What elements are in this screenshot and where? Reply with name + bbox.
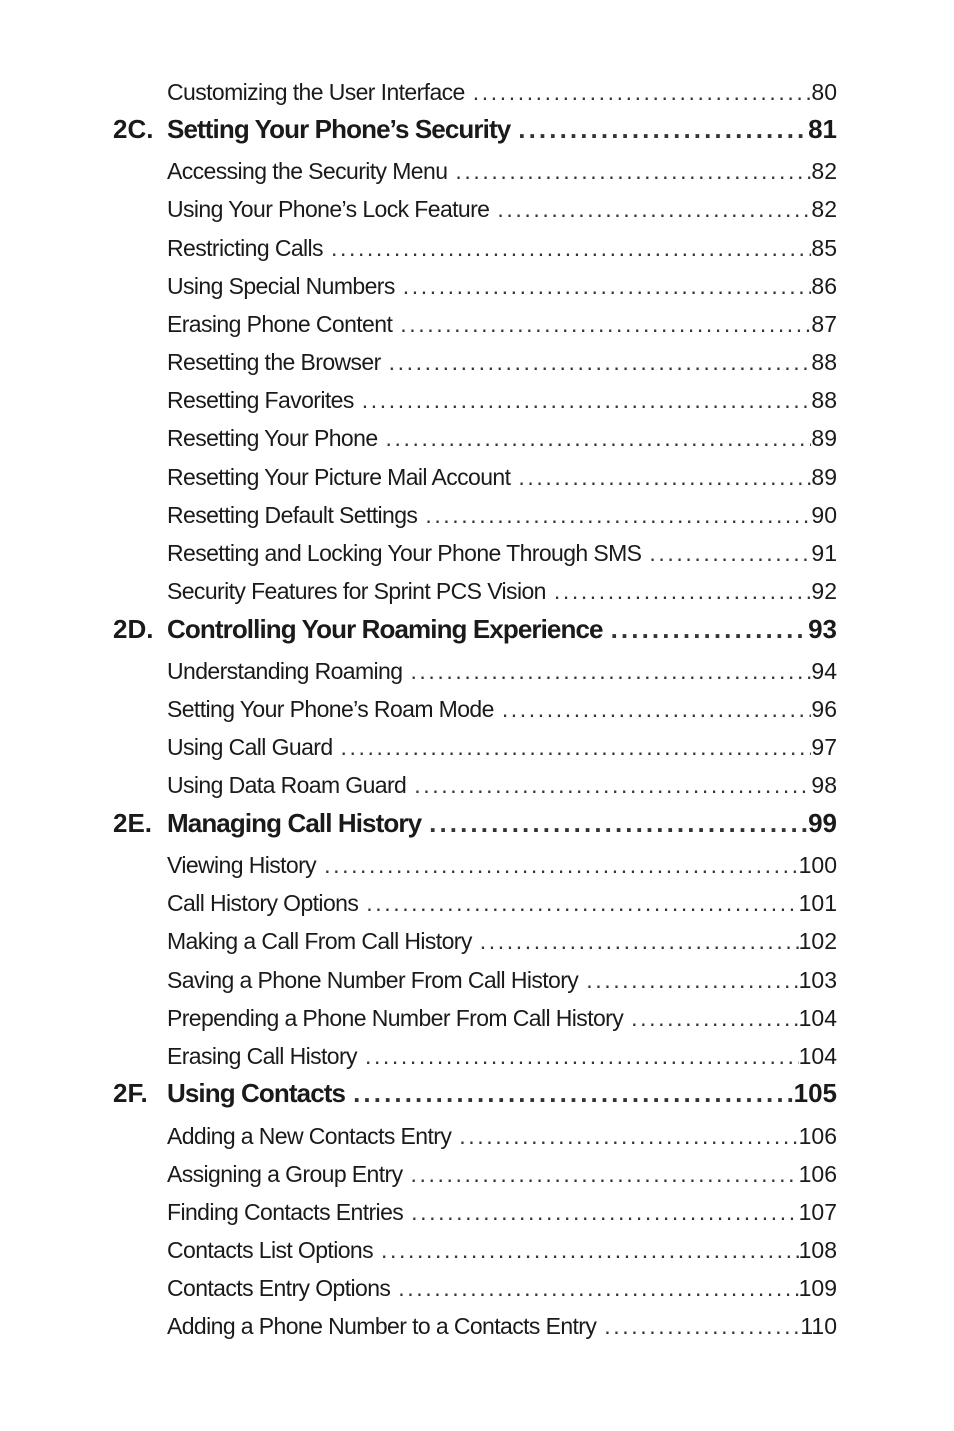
toc-section-heading (0, 114, 954, 154)
entry-title: Call History Options (167, 890, 359, 916)
page-number: 80 (811, 79, 837, 105)
toc-entry (0, 464, 954, 498)
toc-entry (0, 311, 954, 345)
toc-section-heading (0, 1078, 954, 1118)
page-number: 106 (798, 1123, 837, 1149)
page-number: 103 (798, 967, 837, 993)
dot-leader (473, 79, 812, 106)
page-number: 82 (811, 158, 837, 184)
toc-entry-body (167, 502, 837, 529)
toc-entry (0, 967, 954, 1001)
toc-entry (0, 349, 954, 383)
toc-entry-body (167, 1123, 837, 1150)
toc-entry-body (167, 1161, 837, 1188)
page-number: 88 (811, 349, 837, 375)
dot-leader (389, 349, 812, 376)
entry-title: Using Your Phone’s Lock Feature (167, 196, 490, 222)
toc-entry (0, 772, 954, 806)
page-number: 100 (798, 852, 837, 878)
toc-entry-body (167, 734, 837, 761)
page-number: 102 (798, 928, 837, 954)
toc-entry-body (167, 852, 837, 879)
section-title: Managing Call History (167, 808, 422, 838)
section-title: Controlling Your Roaming Experience (167, 614, 603, 644)
entry-title: Resetting and Locking Your Phone Through SMS (167, 540, 642, 566)
toc-entry-body (167, 464, 837, 491)
section-title: Using Contacts (167, 1078, 346, 1108)
entry-title: Resetting Your Picture Mail Account (167, 464, 511, 490)
entry-title: Adding a New Contacts Entry (167, 1123, 452, 1149)
toc-section-heading (0, 614, 954, 654)
page-number: 85 (811, 235, 837, 261)
toc-entry (0, 158, 954, 192)
toc-entry-body (167, 1078, 837, 1109)
toc-entry (0, 196, 954, 230)
page-number: 99 (808, 808, 837, 838)
page-number: 92 (811, 578, 837, 604)
toc-entry-body (167, 772, 837, 799)
toc-entry-body (167, 1275, 837, 1302)
dot-leader (497, 196, 811, 223)
toc-entry-body (167, 928, 837, 955)
toc-entry (0, 502, 954, 536)
dot-leader (411, 1161, 799, 1188)
toc-entry (0, 658, 954, 692)
entry-title: Security Features for Sprint PCS Vision (167, 578, 546, 604)
toc-entry-body (167, 349, 837, 376)
page-number: 97 (811, 734, 837, 760)
dot-leader (604, 1313, 800, 1340)
entry-title: Saving a Phone Number From Call History (167, 967, 579, 993)
dot-leader (410, 658, 811, 685)
toc-section-heading (0, 808, 954, 848)
section-number: 2D. (113, 614, 154, 644)
entry-title: Assigning a Group Entry (167, 1161, 403, 1187)
toc-entry-body (167, 696, 837, 723)
dot-leader (353, 1078, 794, 1109)
page-number: 96 (811, 696, 837, 722)
section-number: 2E. (113, 808, 153, 838)
page-number: 89 (811, 425, 837, 451)
page-number: 104 (798, 1005, 837, 1031)
toc-entry-body (167, 1199, 837, 1226)
entry-title: Resetting Your Phone (167, 425, 378, 451)
page-number: 104 (798, 1043, 837, 1069)
entry-title: Making a Call From Call History (167, 928, 472, 954)
toc-entry (0, 1313, 954, 1347)
dot-leader (362, 387, 812, 414)
dot-leader (518, 464, 811, 491)
entry-title: Prepending a Phone Number From Call History (167, 1005, 624, 1031)
toc-entry (0, 734, 954, 768)
toc-entry (0, 1043, 954, 1077)
entry-title: Accessing the Security Menu (167, 158, 448, 184)
entry-title: Resetting Favorites (167, 387, 354, 413)
entry-title: Viewing History (167, 852, 317, 878)
toc-entry-body (167, 808, 837, 839)
page-number: 106 (798, 1161, 837, 1187)
entry-title: Customizing the User Interface (167, 79, 465, 105)
page-number: 107 (798, 1199, 837, 1225)
page-number: 98 (811, 772, 837, 798)
page-number: 109 (798, 1275, 837, 1301)
toc-entry-body (167, 614, 837, 645)
toc-entry-body (167, 658, 837, 685)
page-number: 86 (811, 273, 837, 299)
entry-title: Using Special Numbers (167, 273, 395, 299)
dot-leader (631, 1005, 798, 1032)
dot-leader (411, 1199, 798, 1226)
toc-entry (0, 1123, 954, 1157)
toc-entry (0, 273, 954, 307)
dot-leader (398, 1275, 798, 1302)
toc-entry (0, 852, 954, 886)
dot-leader (414, 772, 811, 799)
toc-entry (0, 578, 954, 612)
dot-leader (366, 890, 798, 917)
dot-leader (586, 967, 798, 994)
toc-entry (0, 387, 954, 421)
toc-entry (0, 1161, 954, 1195)
toc-entry-body (167, 158, 837, 185)
entry-title: Adding a Phone Number to a Contacts Entry (167, 1313, 597, 1339)
toc-entry (0, 890, 954, 924)
toc-entry (0, 928, 954, 962)
toc-entry-body (167, 540, 837, 567)
toc-entry (0, 425, 954, 459)
page-number: 90 (811, 502, 837, 528)
page-number: 101 (798, 890, 837, 916)
dot-leader (459, 1123, 798, 1150)
toc-entry-body (167, 235, 837, 262)
dot-leader (518, 114, 808, 145)
page-number: 88 (811, 387, 837, 413)
dot-leader (400, 311, 811, 338)
dot-leader (365, 1043, 799, 1070)
dot-leader (649, 540, 811, 567)
dot-leader (403, 273, 812, 300)
entry-title: Understanding Roaming (167, 658, 403, 684)
dot-leader (386, 425, 812, 452)
dot-leader (341, 734, 812, 761)
toc-entry (0, 1237, 954, 1271)
entry-title: Resetting Default Settings (167, 502, 418, 528)
dot-leader (429, 808, 808, 839)
toc-entry (0, 1275, 954, 1309)
toc-entry-body (167, 273, 837, 300)
toc-entry-body (167, 114, 837, 145)
page-number: 110 (800, 1313, 837, 1339)
page-number: 93 (808, 614, 837, 644)
toc-entry-body (167, 425, 837, 452)
dot-leader (425, 502, 811, 529)
section-number: 2F. (113, 1078, 148, 1108)
entry-title: Resetting the Browser (167, 349, 381, 375)
dot-leader (324, 852, 799, 879)
toc-entry-body (167, 79, 837, 106)
entry-title: Erasing Call History (167, 1043, 357, 1069)
entry-title: Contacts List Options (167, 1237, 374, 1263)
dot-leader (554, 578, 812, 605)
entry-title: Erasing Phone Content (167, 311, 393, 337)
entry-title: Using Call Guard (167, 734, 333, 760)
entry-title: Restricting Calls (167, 235, 323, 261)
toc-entry-body (167, 1043, 837, 1070)
page-number: 82 (811, 196, 837, 222)
page-number: 89 (811, 464, 837, 490)
entry-title: Finding Contacts Entries (167, 1199, 404, 1225)
section-title: Setting Your Phone’s Security (167, 114, 511, 144)
toc-entry-body (167, 967, 837, 994)
toc-entry-body (167, 387, 837, 414)
dot-leader (502, 696, 812, 723)
entry-title: Using Data Roam Guard (167, 772, 407, 798)
dot-leader (455, 158, 811, 185)
toc-entry (0, 235, 954, 269)
toc-entry (0, 79, 954, 113)
toc-entry (0, 1005, 954, 1039)
page-number: 108 (798, 1237, 837, 1263)
toc-entry-body (167, 311, 837, 338)
toc-entry-body (167, 196, 837, 223)
entry-title: Setting Your Phone’s Roam Mode (167, 696, 494, 722)
toc-entry-body (167, 1005, 837, 1032)
toc-entry-body (167, 578, 837, 605)
toc-entry (0, 1199, 954, 1233)
toc-entry (0, 696, 954, 730)
dot-leader (480, 928, 799, 955)
toc-entry-body (167, 890, 837, 917)
page-number: 94 (811, 658, 837, 684)
section-number: 2C. (113, 114, 154, 144)
page-number: 81 (808, 114, 837, 144)
dot-leader (331, 235, 811, 262)
dot-leader (611, 614, 808, 645)
page-number: 105 (793, 1078, 837, 1108)
page-number: 87 (811, 311, 837, 337)
dot-leader (381, 1237, 799, 1264)
page-number: 91 (811, 540, 837, 566)
toc-entry-body (167, 1313, 837, 1340)
entry-title: Contacts Entry Options (167, 1275, 391, 1301)
toc-entry-body (167, 1237, 837, 1264)
toc-entry (0, 540, 954, 574)
